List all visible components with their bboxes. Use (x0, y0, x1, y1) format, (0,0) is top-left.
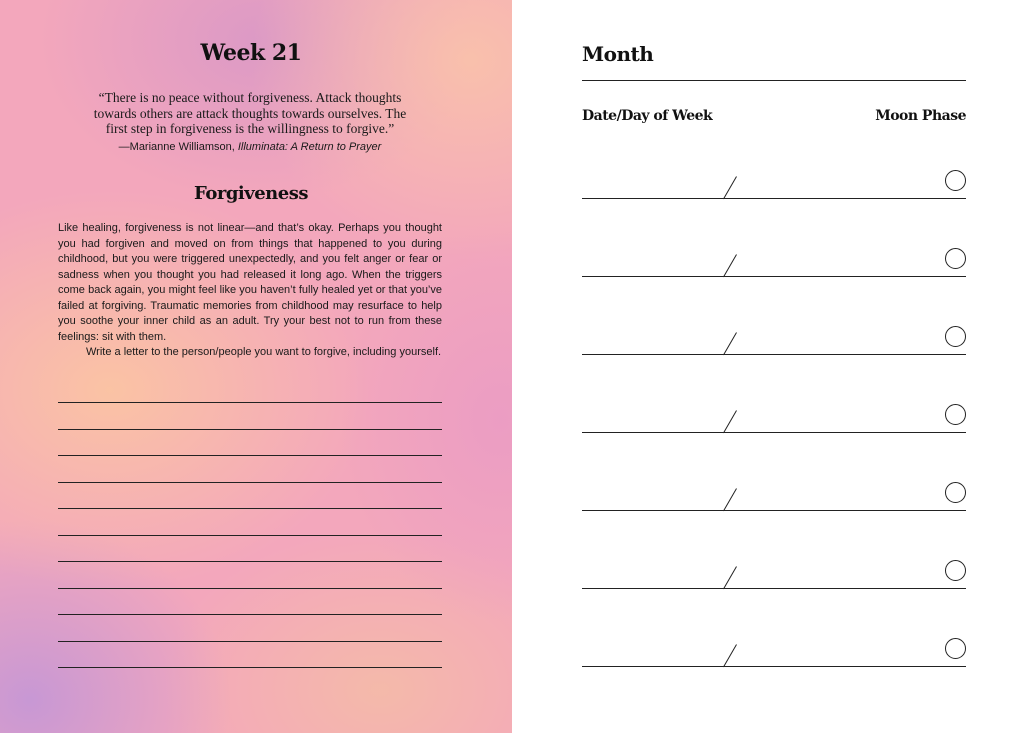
section-title: Forgiveness (194, 183, 308, 204)
paragraph-1: Like healing, forgiveness is not linear—and that’s okay. Perhaps you thought you had forgiven and moved on from things that happened to you during childhood, but you were triggered unexpectedly, and you felt anger or fear or sadness when you thought you had released it long ago. When the triggers come back again, you might feel like you haven’t fully healed yet or that you’ve failed at forgiving. Traumatic memories from childhood may resurface to help you soothe your inner child as an adult. Try your best not to run from these feelings: sit with them. (58, 222, 442, 343)
moon-phase-circle[interactable] (945, 638, 966, 659)
date-entry-row[interactable] (582, 325, 966, 355)
date-entry-line[interactable] (582, 510, 966, 511)
date-day-separator (723, 176, 737, 199)
date-day-separator (723, 566, 737, 589)
quote-text: “There is no peace without forgiveness. Attack thoughts towards others are attack thoughts towards ourselves. The first step in forgiveness is the willingness to forgive.” (93, 90, 407, 136)
date-entry-line[interactable] (582, 354, 966, 355)
date-day-separator (723, 410, 737, 433)
month-label: Month (582, 42, 654, 66)
date-day-separator (723, 644, 737, 667)
week-title: Week 21 (200, 40, 302, 66)
moon-phase-circle[interactable] (945, 482, 966, 503)
writing-line[interactable] (58, 535, 442, 536)
paragraph-2: Write a letter to the person/people you want to forgive, including yourself. (86, 346, 442, 358)
date-entry-line[interactable] (582, 588, 966, 589)
writing-line[interactable] (58, 588, 442, 589)
moon-phase-header: Moon Phase (875, 108, 966, 124)
date-day-separator (723, 254, 737, 277)
date-entry-row[interactable] (582, 403, 966, 433)
writing-line[interactable] (58, 667, 442, 668)
date-entry-row[interactable] (582, 169, 966, 199)
writing-line[interactable] (58, 455, 442, 456)
moon-phase-circle[interactable] (945, 560, 966, 581)
moon-phase-circle[interactable] (945, 170, 966, 191)
quote-author: —Marianne Williamson, (118, 141, 238, 153)
date-entry-line[interactable] (582, 666, 966, 667)
moon-phase-circle[interactable] (945, 248, 966, 269)
date-entry-line[interactable] (582, 276, 966, 277)
writing-line[interactable] (58, 402, 442, 403)
writing-line[interactable] (58, 482, 442, 483)
body-text (58, 221, 442, 361)
writing-line[interactable] (58, 561, 442, 562)
quote-attribution (60, 141, 440, 153)
date-entry-row[interactable] (582, 559, 966, 589)
quote-book: Illuminata: A Return to Prayer (237, 141, 382, 153)
date-entry-row[interactable] (582, 247, 966, 277)
moon-phase-circle[interactable] (945, 404, 966, 425)
writing-line[interactable] (58, 429, 442, 430)
date-day-header: Date/Day of Week (582, 108, 713, 124)
date-day-separator (723, 488, 737, 511)
right-page (512, 0, 1024, 733)
writing-line[interactable] (58, 614, 442, 615)
date-entry-row[interactable] (582, 481, 966, 511)
date-entry-line[interactable] (582, 432, 966, 433)
date-entry-line[interactable] (582, 198, 966, 199)
date-day-separator (723, 332, 737, 355)
month-line[interactable] (582, 80, 966, 81)
writing-line[interactable] (58, 641, 442, 642)
writing-line[interactable] (58, 508, 442, 509)
moon-phase-circle[interactable] (945, 326, 966, 347)
date-entry-row[interactable] (582, 637, 966, 667)
